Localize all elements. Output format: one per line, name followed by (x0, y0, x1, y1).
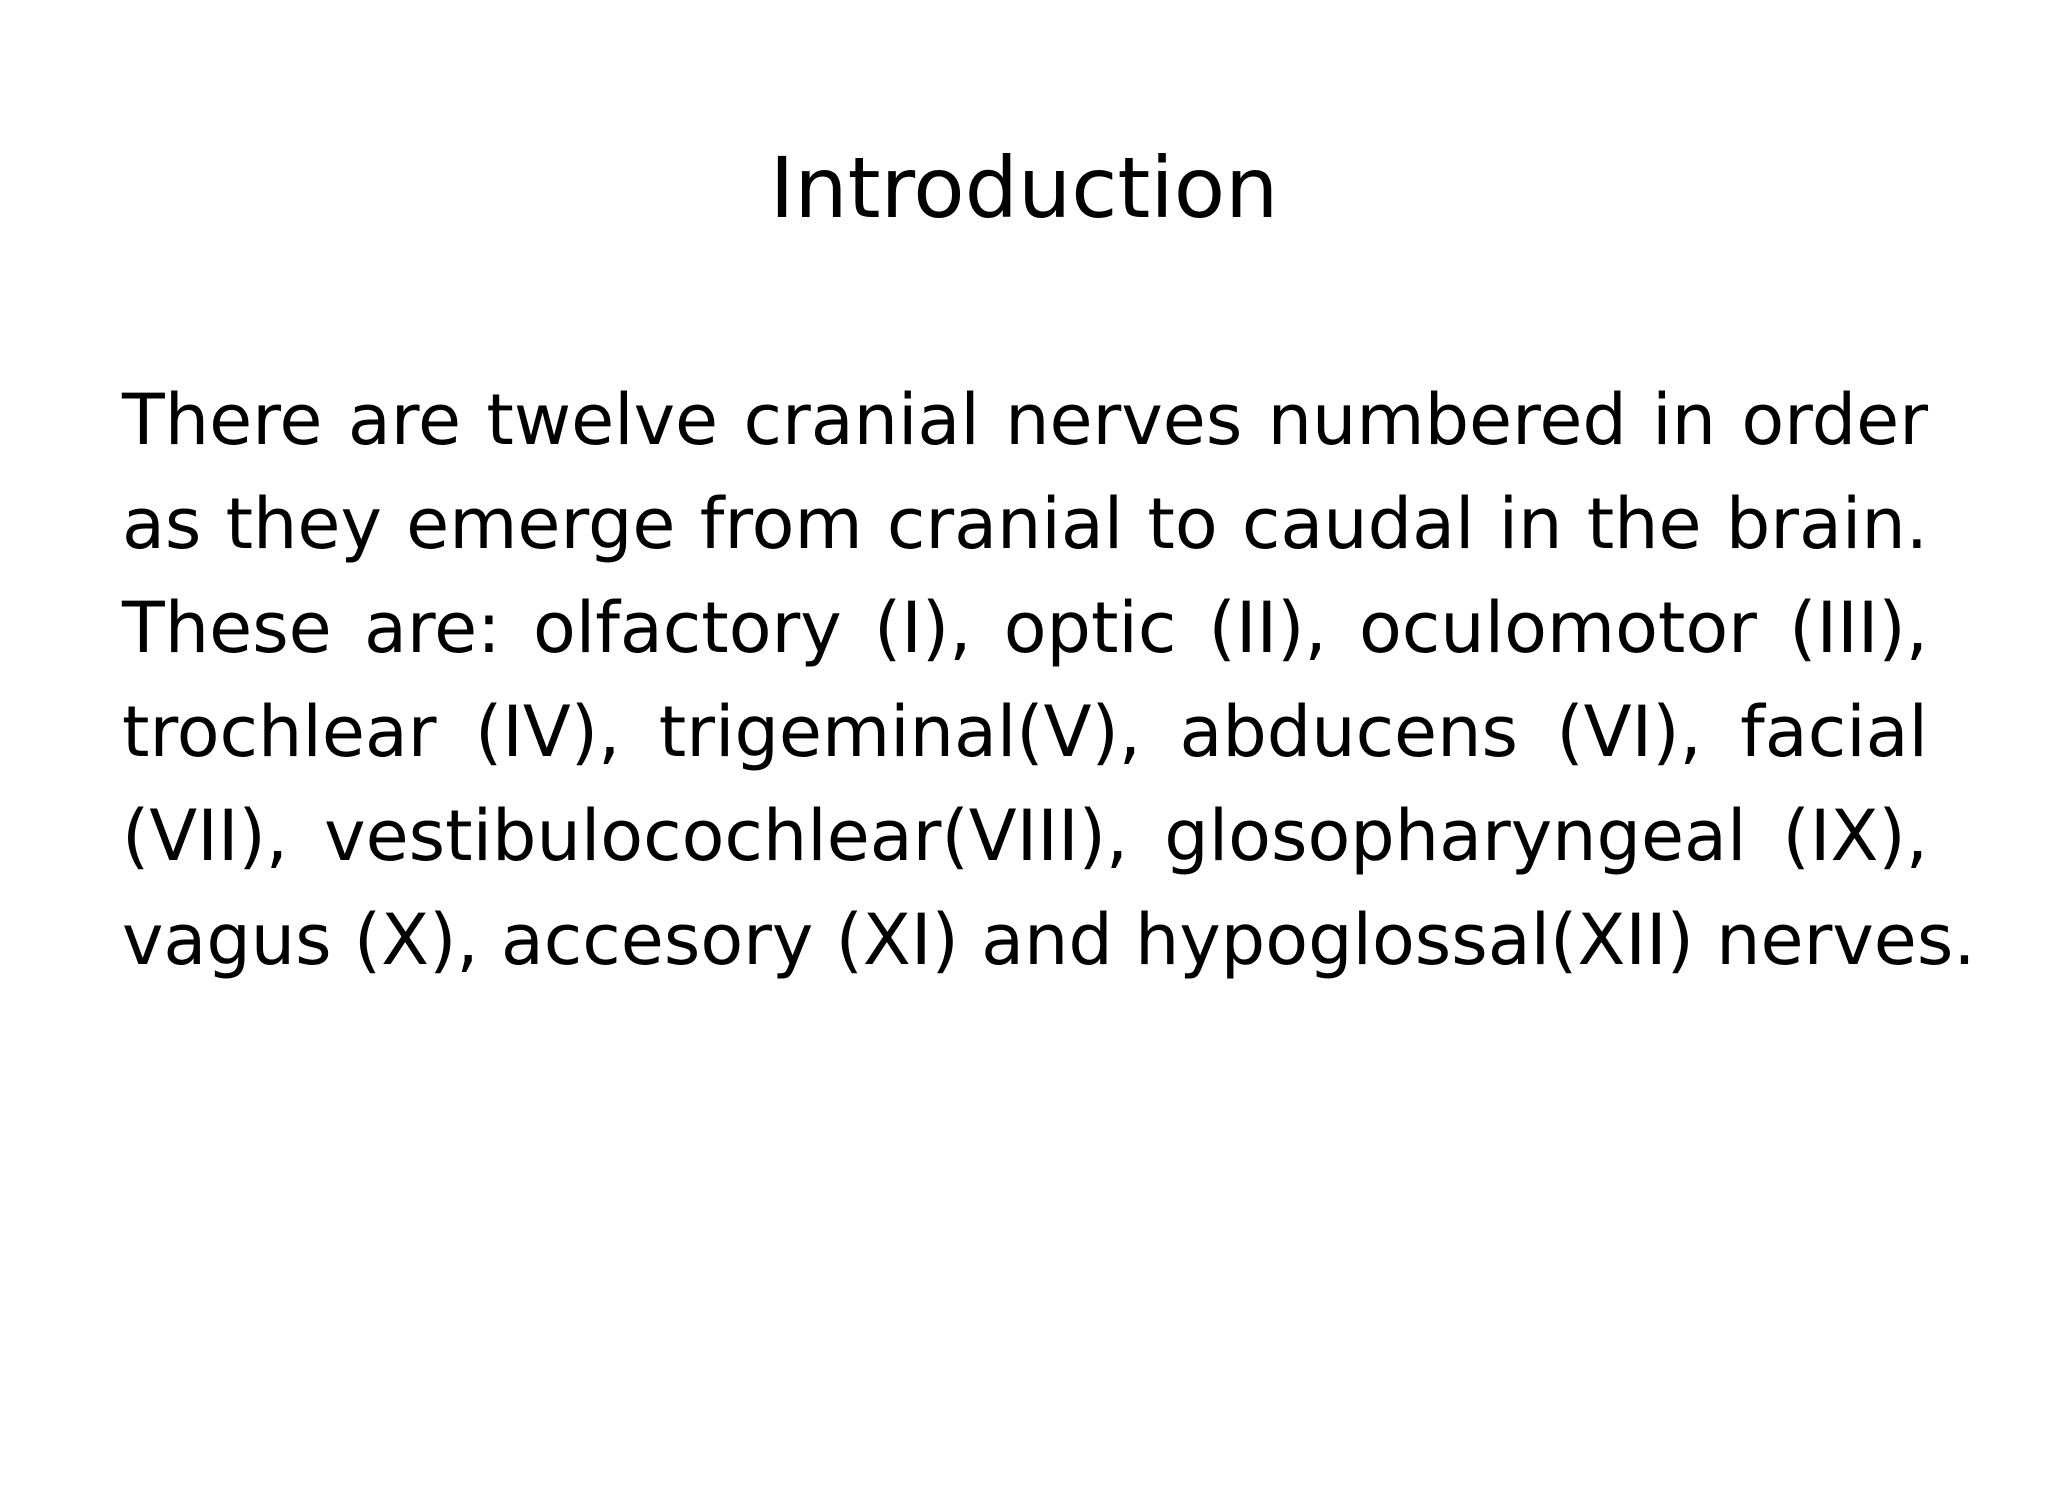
body-line-2: as they emerge from cranial to caudal in the brain. (122, 483, 1928, 565)
slide-title: Introduction (769, 139, 1279, 237)
body-line-6: vagus (X), accesory (XI) and hypoglossal(XII) nerves. (122, 899, 1976, 981)
body-line-5: (VII), vestibulocochlear(VIII), glosopharyngeal (IX), (122, 795, 1928, 877)
body-line-4: trochlear (IV), trigeminal(V), abducens (VI), facial (122, 691, 1928, 773)
body-line-1: There are twelve cranial nerves numbered in order (122, 379, 1928, 461)
slide-body (122, 368, 1976, 992)
body-line-3: These are: olfactory (I), optic (II), oculomotor (III), (122, 587, 1928, 669)
